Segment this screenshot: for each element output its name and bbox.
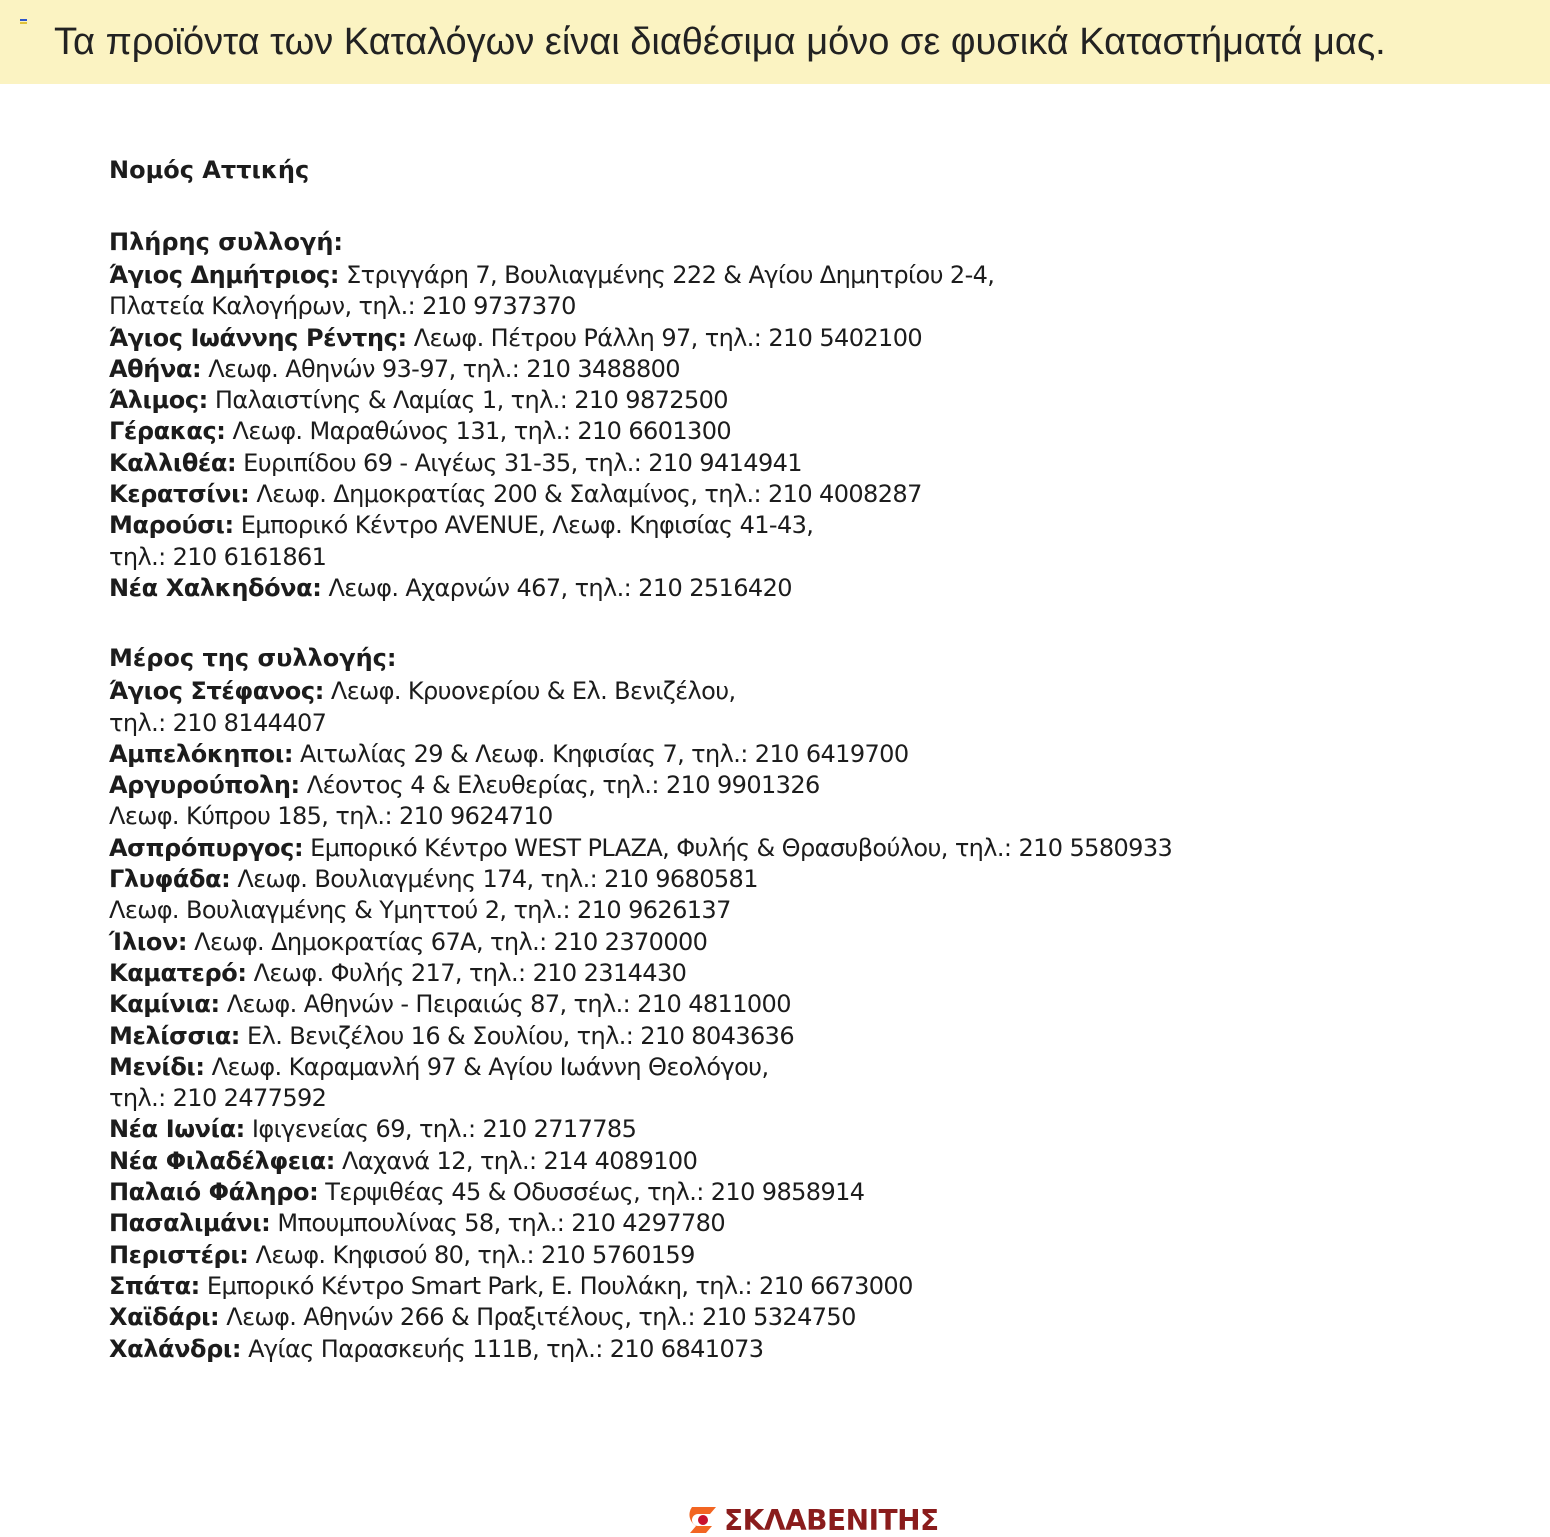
store-line <box>109 1146 1409 1177</box>
store-location-name: Χαϊδάρι: <box>109 1303 220 1332</box>
store-address: Λεωφ. Κρυονερίου & Ελ. Βενιζέλου, <box>323 677 736 706</box>
store-line <box>109 1302 1409 1333</box>
store-location-name: Μενίδι: <box>109 1052 205 1081</box>
store-line <box>109 1083 1409 1114</box>
store-address: Λέοντος 4 & Ελευθερίας, τηλ.: 210 9901326 <box>299 771 820 800</box>
sklavenitis-logo-icon <box>686 1505 718 1535</box>
store-location-name: Γλυφάδα: <box>109 865 231 894</box>
store-location-name: Αμπελόκηποι: <box>109 739 294 768</box>
store-address: Λεωφ. Αθηνών 93-97, τηλ.: 210 3488800 <box>201 354 680 383</box>
store-location-name: Νέα Ιωνία: <box>109 1115 245 1144</box>
store-line <box>109 801 1409 832</box>
store-line <box>109 323 1409 354</box>
store-line <box>109 448 1409 479</box>
store-line <box>109 770 1409 801</box>
store-address: Παλαιστίνης & Λαμίας 1, τηλ.: 210 9872500 <box>207 386 728 415</box>
store-address: Λεωφ. Δημοκρατίας 67Α, τηλ.: 210 2370000 <box>187 927 708 956</box>
store-location-name: Αθήνα: <box>109 354 202 383</box>
store-line <box>109 739 1409 770</box>
store-address: Τερψιθέας 45 & Οδυσσέως, τηλ.: 210 9858914 <box>318 1178 865 1207</box>
store-address: Αγίας Παρασκευής 111Β, τηλ.: 210 6841073 <box>241 1334 764 1363</box>
store-location-name: Καμίνια: <box>109 990 220 1019</box>
store-location-name: Καλλιθέα: <box>109 448 237 477</box>
store-line <box>109 385 1409 416</box>
store-line <box>109 895 1409 926</box>
store-line <box>109 708 1409 739</box>
store-address: Λεωφ. Βουλιαγμένης & Υμηττού 2, τηλ.: 210 9626137 <box>109 896 731 925</box>
store-location-name: Μελίσσια: <box>109 1021 241 1050</box>
store-address: Ελ. Βενιζέλου 16 & Σουλίου, τηλ.: 210 8043636 <box>240 1021 794 1050</box>
full-collection-title: Πλήρης συλλογή: <box>109 228 343 256</box>
store-address: Μπουμπουλίνας 58, τηλ.: 210 4297780 <box>270 1209 725 1238</box>
brand-name: ΣΚΛΑΒΕΝΙΤΗΣ <box>724 1503 939 1537</box>
store-line <box>109 927 1409 958</box>
store-line <box>109 1177 1409 1208</box>
store-line <box>109 479 1409 510</box>
store-address: Λεωφ. Βουλιαγμένης 174, τηλ.: 210 9680581 <box>230 865 758 894</box>
store-address: Λεωφ. Πέτρου Ράλλη 97, τηλ.: 210 5402100 <box>406 323 923 352</box>
store-address: Λεωφ. Αθηνών - Πειραιώς 87, τηλ.: 210 4811000 <box>219 990 791 1019</box>
store-address: Λεωφ. Μαραθώνος 131, τηλ.: 210 6601300 <box>225 417 732 446</box>
store-address: Λεωφ. Κηφισού 80, τηλ.: 210 5760159 <box>248 1240 695 1269</box>
region-title: Νομός Αττικής <box>109 156 310 184</box>
store-address: Λεωφ. Αχαρνών 467, τηλ.: 210 2516420 <box>321 573 792 602</box>
store-location-name: Περιστέρι: <box>109 1240 249 1269</box>
brand-logo <box>686 1503 939 1537</box>
store-address: Στριγγάρη 7, Βουλιαγμένης 222 & Αγίου Δημητρίου 2-4, <box>339 261 995 289</box>
store-line <box>109 573 1409 604</box>
store-address: Ιφιγενείας 69, τηλ.: 210 2717785 <box>244 1115 637 1144</box>
store-line <box>109 510 1409 541</box>
store-address: Πλατεία Καλογήρων, τηλ.: 210 9737370 <box>109 292 576 321</box>
store-address: Λαχανά 12, τηλ.: 214 4089100 <box>334 1146 698 1175</box>
store-address: τηλ.: 210 6161861 <box>109 542 327 571</box>
store-location-name: Πασαλιμάνι: <box>109 1209 271 1238</box>
store-location-name: Άλιμος: <box>109 386 208 415</box>
store-location-name: Παλαιό Φάληρο: <box>109 1178 319 1207</box>
store-location-name: Καματερό: <box>109 958 247 987</box>
store-address: Ευριπίδου 69 - Αιγέως 31-35, τηλ.: 210 9414941 <box>236 448 802 477</box>
notice-text: Τα προϊόντα των Καταλόγων είναι διαθέσιμα μόνο σε φυσικά Καταστήματά μας. <box>54 21 1386 63</box>
store-address: Λεωφ. Φυλής 217, τηλ.: 210 2314430 <box>246 958 687 987</box>
store-location-name: Νέα Φιλαδέλφεια: <box>109 1146 335 1175</box>
store-location-name: Χαλάνδρι: <box>109 1334 242 1363</box>
store-line <box>109 1021 1409 1052</box>
store-address: Λεωφ. Κύπρου 185, τηλ.: 210 9624710 <box>109 802 553 831</box>
store-line <box>109 416 1409 447</box>
store-location-name: Νέα Χαλκηδόνα: <box>109 573 322 602</box>
store-location-name: Αργυρούπολη: <box>109 771 300 800</box>
store-line <box>109 1334 1409 1365</box>
store-address: Λεωφ. Δημοκρατίας 200 & Σαλαμίνος, τηλ.: 210 4008287 <box>249 480 922 509</box>
store-address: Εμπορικό Κέντρο Smart Park, Ε. Πουλάκη, τηλ.: 210 6673000 <box>199 1271 913 1300</box>
partial-collection-title: Μέρος της συλλογής: <box>109 644 397 673</box>
store-address: τηλ.: 210 8144407 <box>109 708 327 737</box>
store-address: Λεωφ. Καραμανλή 97 & Αγίου Ιωάννη Θεολόγου, <box>204 1052 769 1081</box>
full-collection-list <box>109 260 1409 604</box>
store-line <box>109 1240 1409 1271</box>
flag-icon <box>20 19 27 26</box>
store-line <box>109 1052 1409 1083</box>
store-line <box>109 354 1409 385</box>
store-line <box>109 291 1409 322</box>
store-line <box>109 864 1409 895</box>
store-location-name: Μαρούσι: <box>109 511 234 540</box>
store-address: τηλ.: 210 2477592 <box>109 1084 327 1113</box>
store-location-name: Άγιος Δημήτριος: <box>109 261 340 289</box>
store-line <box>109 833 1409 864</box>
store-location-name: Ίλιον: <box>109 927 188 956</box>
notice-banner <box>0 0 1550 84</box>
store-line <box>109 958 1409 989</box>
store-address: Αιτωλίας 29 & Λεωφ. Κηφισίας 7, τηλ.: 210 6419700 <box>293 739 909 768</box>
store-location-name: Γέρακας: <box>109 417 226 446</box>
store-line <box>109 260 1409 291</box>
store-line <box>109 542 1409 573</box>
store-directory <box>109 150 1409 1365</box>
store-address: Εμπορικό Κέντρο AVENUE, Λεωφ. Κηφισίας 41-43, <box>233 511 814 540</box>
store-location-name: Άγιος Στέφανος: <box>109 677 324 706</box>
store-location-name: Κερατσίνι: <box>109 480 250 509</box>
store-address: Λεωφ. Αθηνών 266 & Πραξιτέλους, τηλ.: 210 5324750 <box>219 1303 856 1332</box>
store-line <box>109 989 1409 1020</box>
store-location-name: Σπάτα: <box>109 1271 200 1300</box>
store-address: Εμπορικό Κέντρο WEST PLAZA, Φυλής & Θρασυβούλου, τηλ.: 210 5580933 <box>303 833 1173 862</box>
store-line <box>109 1208 1409 1239</box>
store-line <box>109 1114 1409 1145</box>
store-location-name: Ασπρόπυργος: <box>109 833 304 862</box>
store-line <box>109 1271 1409 1302</box>
partial-collection-list <box>109 676 1409 1365</box>
store-location-name: Άγιος Ιωάννης Ρέντης: <box>109 323 407 352</box>
store-line <box>109 676 1409 707</box>
